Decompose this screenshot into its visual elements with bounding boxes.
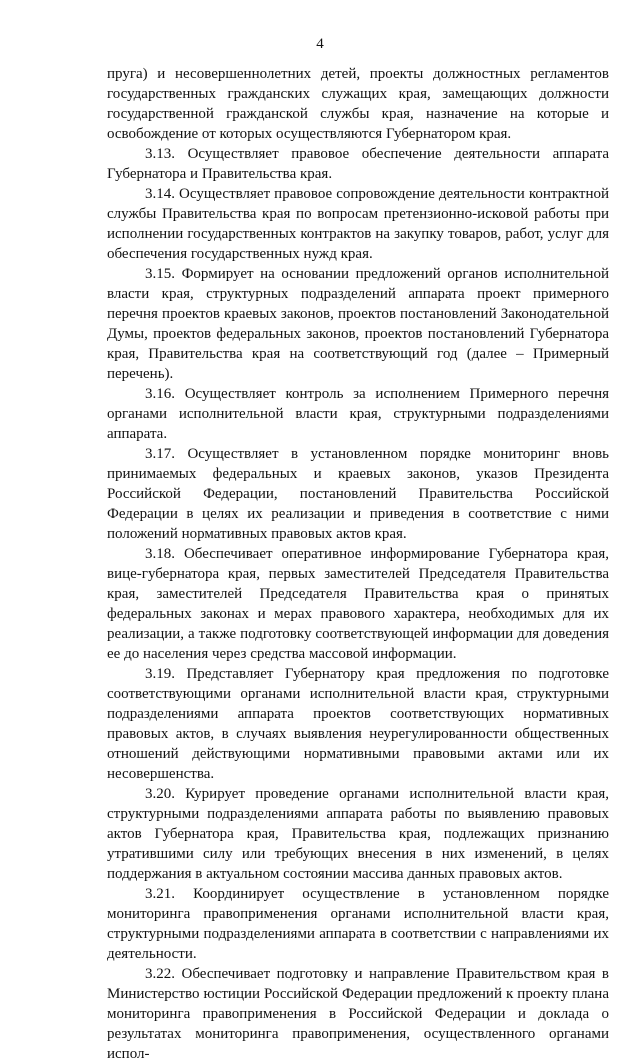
paragraph-3-19: 3.19. Представляет Губернатору края предложения по подготовке соответствующими органами исполнительной власти края, структурными подразделениями аппарата проектов соответствующих нормативных правовых актов, в случаях выявления неурегулированности общественных отношений действующими нормативными правовыми актами или их несовершенства. — [107, 666, 609, 782]
paragraph-3-22: 3.22. Обеспечивает подготовку и направление Правительством края в Министерство юстиции Российской Федерации предложений к проекту плана мониторинга правоприменения в Российской Федерации и доклада о результатах мониторинга правоприменения, осуществленного органами испол- — [107, 966, 609, 1062]
document-body — [107, 64, 609, 1064]
paragraph-continuation: пруга) и несовершеннолетних детей, проекты должностных регламентов государственных гражданских служащих края, замещающих должности государственной гражданской службы края, назначение на которые и освобождение от которых осуществляются Губернатором края. — [107, 66, 609, 142]
paragraph-3-14: 3.14. Осуществляет правовое сопровождение деятельности контрактной службы Правительства края по вопросам претензионно-исковой работы при исполнении государственных контрактов на закупку товаров, работ, услуг для обеспечения государственных нужд края. — [107, 186, 609, 262]
paragraph-3-13: 3.13. Осуществляет правовое обеспечение деятельности аппарата Губернатора и Правительства края. — [107, 146, 609, 182]
paragraph-3-21: 3.21. Координирует осуществление в установленном порядке мониторинга правоприменения органами исполнительной власти края, структурными подразделениями аппарата в соответствии с направлениями их деятельности. — [107, 886, 609, 962]
paragraph-3-16: 3.16. Осуществляет контроль за исполнением Примерного перечня органами исполнительной власти края, структурными подразделениями аппарата. — [107, 386, 609, 442]
paragraph-3-15: 3.15. Формирует на основании предложений органов исполнительной власти края, структурных подразделений аппарата проект примерного перечня проектов краевых законов, проектов постановлений Законодательной Думы, проектов федеральных законов, проектов постановлений Губернатора края, Правительства края на соответствующий год (далее – Примерный перечень). — [107, 266, 609, 382]
page-number: 4 — [316, 36, 324, 52]
paragraph-3-17: 3.17. Осуществляет в установленном порядке мониторинг вновь принимаемых федеральных и краевых законов, указов Президента Российской Федерации, постановлений Правительства Российской Федерации в целях их реализации и приведения в соответствие с ними положений нормативных правовых актов края. — [107, 446, 609, 542]
paragraph-3-20: 3.20. Курирует проведение органами исполнительной власти края, структурными подразделениями аппарата работы по выявлению правовых актов Губернатора края, Правительства края, подлежащих признанию утратившими силу или требующих внесения в них изменений, в целях поддержания в актуальном состоянии массива данных правовых актов. — [107, 786, 609, 882]
paragraph-3-18: 3.18. Обеспечивает оперативное информирование Губернатора края, вице-губернатора края, первых заместителей Председателя Правительства края, заместителей Председателя Правительства края о принятых федеральных законах и мерах правового характера, необходимых для их реализации, а также подготовку соответствующей информации для доведения ее до населения через средства массовой информации. — [107, 546, 609, 662]
